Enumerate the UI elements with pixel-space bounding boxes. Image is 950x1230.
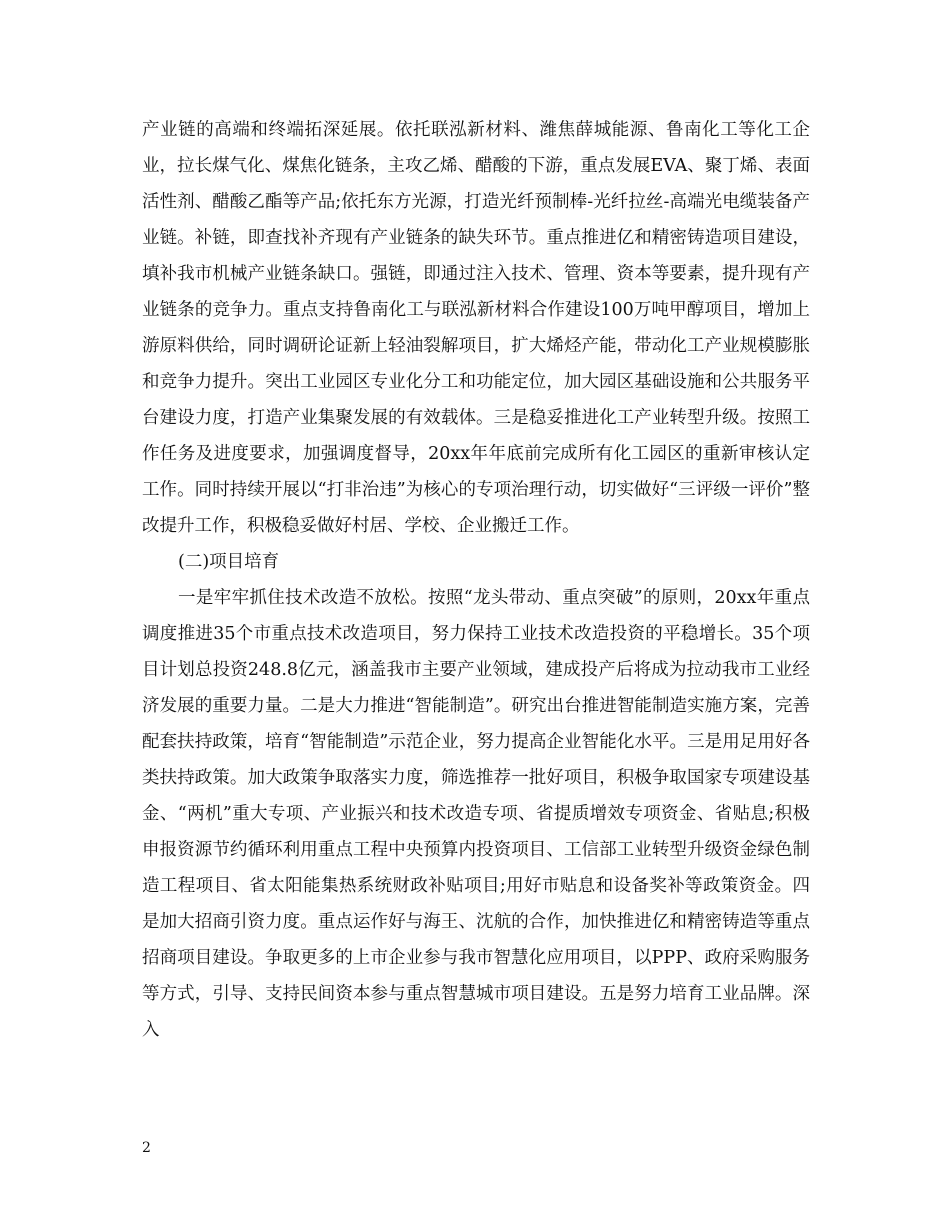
section-heading: (二)项目培育 bbox=[178, 552, 280, 572]
paragraph-project-cultivation: 一是牢牢抓住技术改造不放松。按照“龙头带动、重点突破”的原则，20xx年重点调度推进35个市重点技术改造项目，努力保持工业技术改造投资的平稳增长。35个项目计划总投资248.8亿元，涵盖我市主要产业领域，建成投产后将成为拉动我市工业经济发展的重要力量。二是大力推进“智能制造”。研究出台推进智能制造实施方案，完善配套扶持政策，培育“智能制造”示范企业，努力提高企业智能化水平。三是用足用好各类扶持政策。加大政策争取落实力度，筛选推荐一批好项目，积极争取国家专项建设基金、“两机”重大专项、产业振兴和技术改造专项、省提质增效专项资金、省贴息;积极申报资源节约循环利用重点工程中央预算内投资项目、工信部工业转型升级资金绿色制造工程项目、省太阳能集热系统财政补贴项目;用好市贴息和设备奖补等政策资金。四是加大招商引资力度。重点运作好与海王、沈航的合作，加快推进亿和精密铸造等重点招商项目建设。争取更多的上市企业参与我市智慧化应用项目，以PPP、政府采购服务等方式，引导、支持民间资本参与重点智慧城市项目建设。五是努力培育工业品牌。深入 bbox=[142, 588, 810, 1040]
paragraph-continued: 产业链的高端和终端拓深延展。依托联泓新材料、潍焦薛城能源、鲁南化工等化工企业，拉长煤气化、煤焦化链条，主攻乙烯、醋酸的下游，重点发展EVA、聚丁烯、表面活性剂、醋酸乙酯等产品;依托东方光源，打造光纤预制棒-光纤拉丝-高端光电缆装备产业链。补链，即查找补齐现有产业链条的缺失环节。重点推进亿和精密铸造项目建设，填补我市机械产业链条缺口。强链，即通过注入技术、管理、资本等要素，提升现有产业链条的竞争力。重点支持鲁南化工与联泓新材料合作建设100万吨甲醇项目，增加上游原料供给，同时调研论证新上轻油裂解项目，扩大烯烃产能，带动化工产业规模膨胀和竞争力提升。突出工业园区专业化分工和功能定位，加大园区基础设施和公共服务平台建设力度，打造产业集聚发展的有效载体。三是稳妥推进化工产业转型升级。按照工作任务及进度要求，加强调度督导，20xx年年底前完成所有化工园区的重新审核认定工作。同时持续开展以“打非治违”为核心的专项治理行动，切实做好“三评级一评价”整改提升工作，积极稳妥做好村居、学校、企业搬迁工作。 bbox=[142, 120, 810, 536]
page-number: 2 bbox=[142, 1140, 151, 1156]
document-body bbox=[142, 112, 810, 1048]
